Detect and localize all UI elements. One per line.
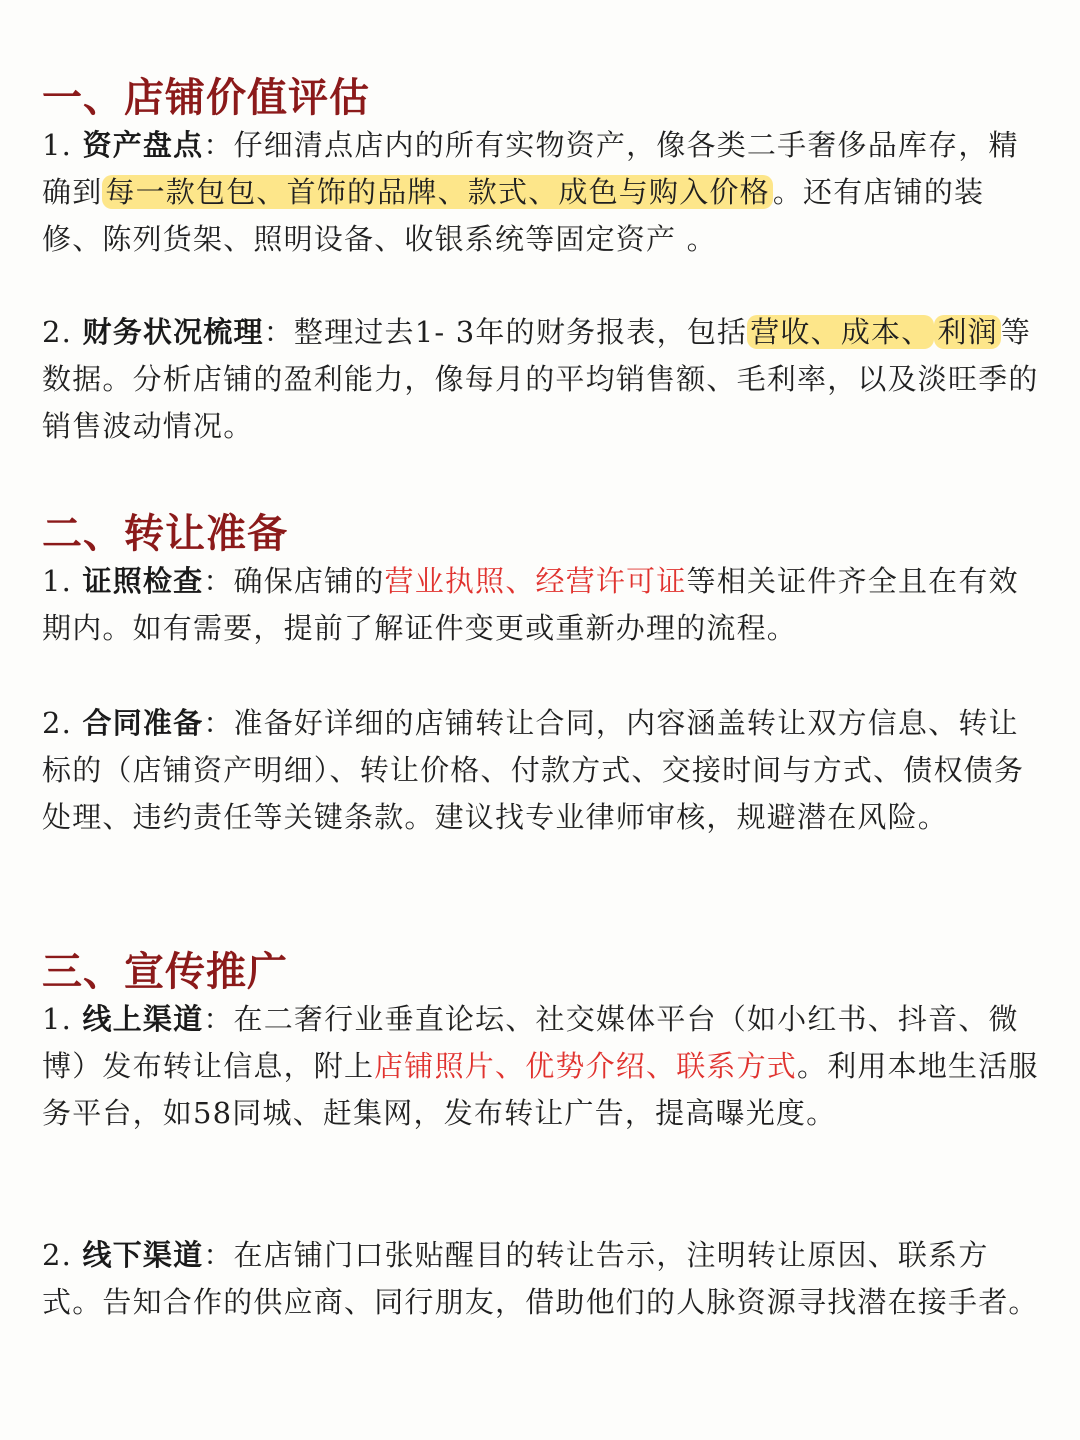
highlighted-text: 营收、成本、 [747, 315, 934, 349]
paragraph-text: 仔细清点店内的所有实物资产，像各类二手奢侈品库存，精确到 [42, 128, 1019, 209]
label-colon: ： [203, 1238, 234, 1272]
paragraph-text: 确保店铺的 [233, 564, 385, 598]
paragraph-text: 整理过去1- 3年的财务报表，包括 [293, 315, 748, 349]
item-number: 1. [42, 128, 83, 162]
paragraph-text: 等数据。分析店铺的盈利能力，像每月的平均销售额、毛利率，以及淡旺季的销售波动情况。 [42, 315, 1039, 443]
paragraph-text: 准备好详细的店铺转让合同，内容涵盖转让双方信息、转让标的（店铺资产明细）、转让价格、付款方式、交接时间与方式、债权债务处理、违约责任等关键条款。建议找专业律师审核，规避潜在风险。 [42, 706, 1025, 834]
paragraph-text: 在店铺门口张贴醒目的转让告示，注明转让原因、联系方式。告知合作的供应商、同行朋友，借助他们的人脉资源寻找潜在接手者。 [42, 1238, 1039, 1319]
paragraph-license-check [42, 558, 1042, 652]
item-number: 2. [42, 1238, 83, 1272]
paragraph-online-channels [42, 996, 1042, 1137]
label-colon: ： [203, 128, 234, 162]
item-number: 2. [42, 315, 83, 349]
red-emphasis-text: 店铺照片、优势介绍、联系方式 [374, 1049, 798, 1083]
paragraph-contract-prep [42, 700, 1042, 841]
item-label: 证照检查 [82, 564, 204, 598]
paragraph-financial-review [42, 309, 1042, 450]
highlighted-text: 利润 [934, 315, 1000, 349]
paragraph-text: 。利用本地生活服务平台，如58同城、赶集网，发布转让广告，提高曝光度。 [42, 1049, 1039, 1130]
item-number: 1. [42, 564, 83, 598]
item-label: 线上渠道 [82, 1002, 204, 1036]
item-label: 资产盘点 [82, 128, 204, 162]
highlighted-text: 每一款包包、首饰的品牌、款式、成色与购入价格 [102, 175, 772, 209]
item-label: 合同准备 [82, 706, 204, 740]
label-colon: ： [263, 315, 294, 349]
section-heading-transfer-prep: 二、转让准备 [42, 510, 288, 557]
item-label: 线下渠道 [82, 1238, 204, 1272]
paragraph-text: 在二奢行业垂直论坛、社交媒体平台（如小红书、抖音、微博）发布转让信息，附上 [42, 1002, 1019, 1083]
paragraph-asset-inventory [42, 122, 1042, 263]
label-colon: ： [203, 564, 234, 598]
item-number: 2. [42, 706, 83, 740]
red-emphasis-text: 营业执照、经营许可证 [384, 564, 687, 598]
section-heading-valuation: 一、店铺价值评估 [42, 74, 370, 121]
paragraph-text: 。还有店铺的装修、陈列货架、照明设备、收银系统等固定资产 。 [42, 175, 985, 256]
label-colon: ： [203, 1002, 234, 1036]
label-colon: ： [203, 706, 234, 740]
item-label: 财务状况梳理 [82, 315, 264, 349]
paragraph-offline-channels [42, 1232, 1042, 1326]
item-number: 1. [42, 1002, 83, 1036]
section-heading-promotion: 三、宣传推广 [42, 948, 288, 995]
paragraph-text: 等相关证件齐全且在有效期内。如有需要，提前了解证件变更或重新办理的流程。 [42, 564, 1019, 645]
